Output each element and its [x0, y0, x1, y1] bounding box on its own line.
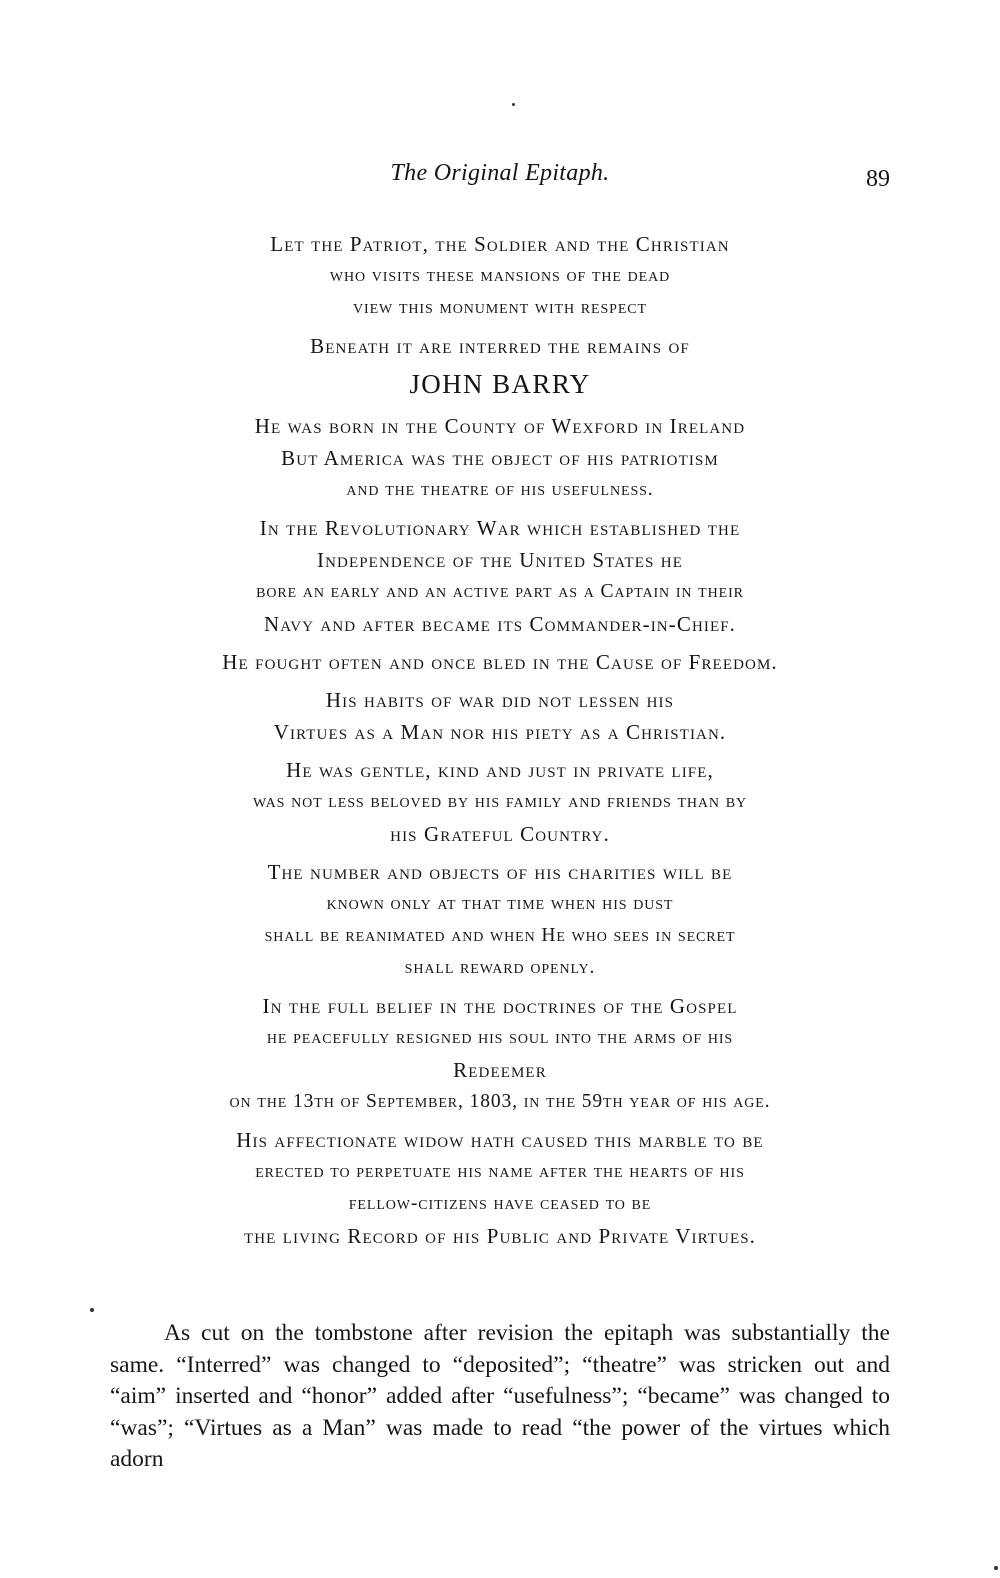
epitaph-line: Redeemer — [453, 1058, 547, 1082]
epitaph-line: He was born in the County of Wexford in Ireland — [254, 414, 746, 438]
epitaph-line: known only at that time when his dust — [326, 893, 674, 914]
epitaph-line: Let the Patriot, the Soldier and the Christian — [270, 232, 730, 256]
epitaph-line: his Grateful Country. — [390, 822, 610, 846]
epitaph-stanza — [100, 410, 900, 506]
epitaph-line: erected to perpetuate his name after the hearts of his — [255, 1161, 745, 1182]
epitaph-inscription — [100, 228, 900, 1258]
epitaph-line: on the 13th of September, 1803, in the 59th year of his age. — [229, 1091, 771, 1112]
epitaph-line: His habits of war did not lessen his — [325, 688, 675, 712]
epitaph-line: view this monument with respect — [353, 297, 647, 318]
scan-speck — [90, 1308, 94, 1312]
scan-speck — [994, 1566, 998, 1570]
epitaph-line: shall be reanimated and when He who sees in secret — [264, 925, 736, 946]
epitaph-line: fellow-citizens have ceased to be — [348, 1193, 652, 1214]
page-number: 89 — [866, 166, 890, 192]
epitaph-stanza — [100, 330, 900, 404]
epitaph-line: Independence of the United States he — [317, 548, 683, 572]
epitaph-line: Virtues as a Man nor his piety as a Christian. — [273, 720, 727, 744]
epitaph-line: The number and objects of his charities will be — [267, 860, 733, 884]
epitaph-line: His affectionate widow hath caused this marble to be — [236, 1128, 764, 1152]
epitaph-stanza — [100, 1124, 900, 1252]
scan-speck — [512, 103, 515, 106]
epitaph-line: the living Record of his Public and Private Virtues. — [243, 1224, 757, 1248]
epitaph-stanza — [100, 646, 900, 678]
epitaph-line: But America was the object of his patriotism — [281, 446, 719, 470]
epitaph-stanza — [100, 754, 900, 850]
epitaph-line: He was gentle, kind and just in private life, — [286, 758, 714, 782]
epitaph-stanza — [100, 684, 900, 748]
epitaph-line: was not less beloved by his family and friends than by — [253, 791, 747, 812]
epitaph-line: bore an early and an active part as a Captain in their — [256, 581, 744, 602]
commentary-paragraph: As cut on the tombstone after revision the epitaph was substantially the same. “Interred” was changed to “deposited”; “theatre” was stricken out and “aim” inserted and “honor” added after “usefulness”; “became” was changed to “was”; “Virtues as a Man” was made to read “the power of the virtues which adorn — [110, 1320, 890, 1472]
epitaph-stanza — [100, 856, 900, 984]
epitaph-stanza — [100, 990, 900, 1118]
epitaph-stanza — [100, 512, 900, 640]
epitaph-line: In the full belief in the doctrines of the Gospel — [262, 994, 738, 1018]
running-title: The Original Epitaph. — [390, 160, 610, 186]
epitaph-line: Beneath it are interred the remains of — [310, 334, 690, 358]
epitaph-line: shall reward openly. — [404, 957, 596, 978]
honoree-name: JOHN BARRY — [409, 369, 591, 399]
epitaph-line: who visits these mansions of the dead — [329, 265, 671, 286]
epitaph-line: He fought often and once bled in the Cause of Freedom. — [222, 650, 778, 674]
commentary-text — [110, 1318, 890, 1476]
epitaph-line: Navy and after became its Commander-in-Chief. — [263, 612, 737, 636]
running-head — [110, 160, 890, 196]
epitaph-line: In the Revolutionary War which established the — [259, 516, 741, 540]
epitaph-line: he peacefully resigned his soul into the arms of his — [266, 1027, 734, 1048]
epitaph-line: and the theatre of his usefulness. — [346, 479, 654, 500]
epitaph-stanza — [100, 228, 900, 324]
